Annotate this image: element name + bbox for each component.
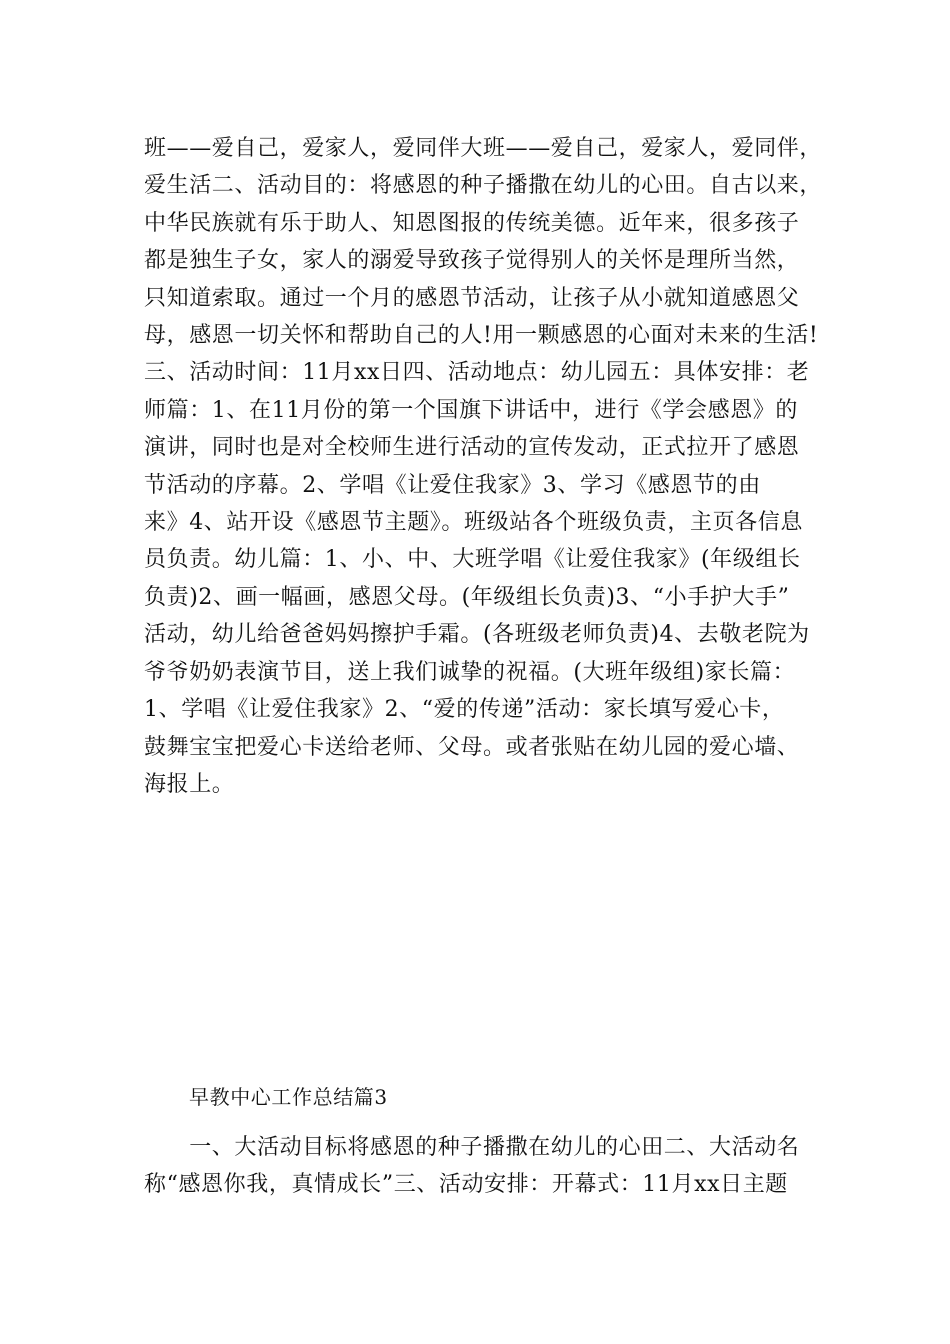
- body-paragraph-2: 一、大活动目标将感恩的种子播撒在幼儿的心田二、大活动名 称“感恩你我，真情成长”三、活动安排：开幕式：11月xx日主题: [144, 1135, 800, 1198]
- section-heading: 早教中心工作总结篇3: [189, 1085, 388, 1109]
- body-paragraph-1: 班——爱自己，爱家人，爱同伴大班——爱自己，爱家人，爱同伴， 爱生活二、活动目的：将感恩的种子播撒在幼儿的心田。自古以来， 中华民族就有乐于助人、知恩图报的传统美德。近年来，很多孩子 都是独生子女，家人的溺爱导致孩子觉得别人的关怀是理所当然， 只知道索取。通过一个月的感恩节活动，让孩子从小就知道感恩父 母，感恩一切关怀和帮助自己的人!用一颗感恩的心面对未来的生活! 三、活动时间：11月xx日四、活动地点：幼儿园五：具体安排：老 师篇：1、在11月份的第一个国旗下讲话中，进行《学会感恩》的 演讲，同时也是对全校师生进行活动的宣传发动，正式拉开了感恩 节活动的序幕。2、学唱《让爱住我家》3、学习《感恩节的由 来》4、站开设《感恩节主题》。班级站各个班级负责，主页各信息 员负责。幼儿篇：1、小、中、大班学唱《让爱住我家》(年级组长 负责)2、画一幅画，感恩父母。(年级组长负责)3、“小手护大手” 活动，幼儿给爸爸妈妈擦护手霜。(各班级老师负责)4、去敬老院为 爷爷奶奶表演节目，送上我们诚挚的祝福。(大班年级组)家长篇： 1、学唱《让爱住我家》2、“爱的传递”活动：家长填写爱心卡， 鼓舞宝宝把爱心卡送给老师、父母。或者张贴在幼儿园的爱心墙、 海报上。: [144, 136, 823, 797]
